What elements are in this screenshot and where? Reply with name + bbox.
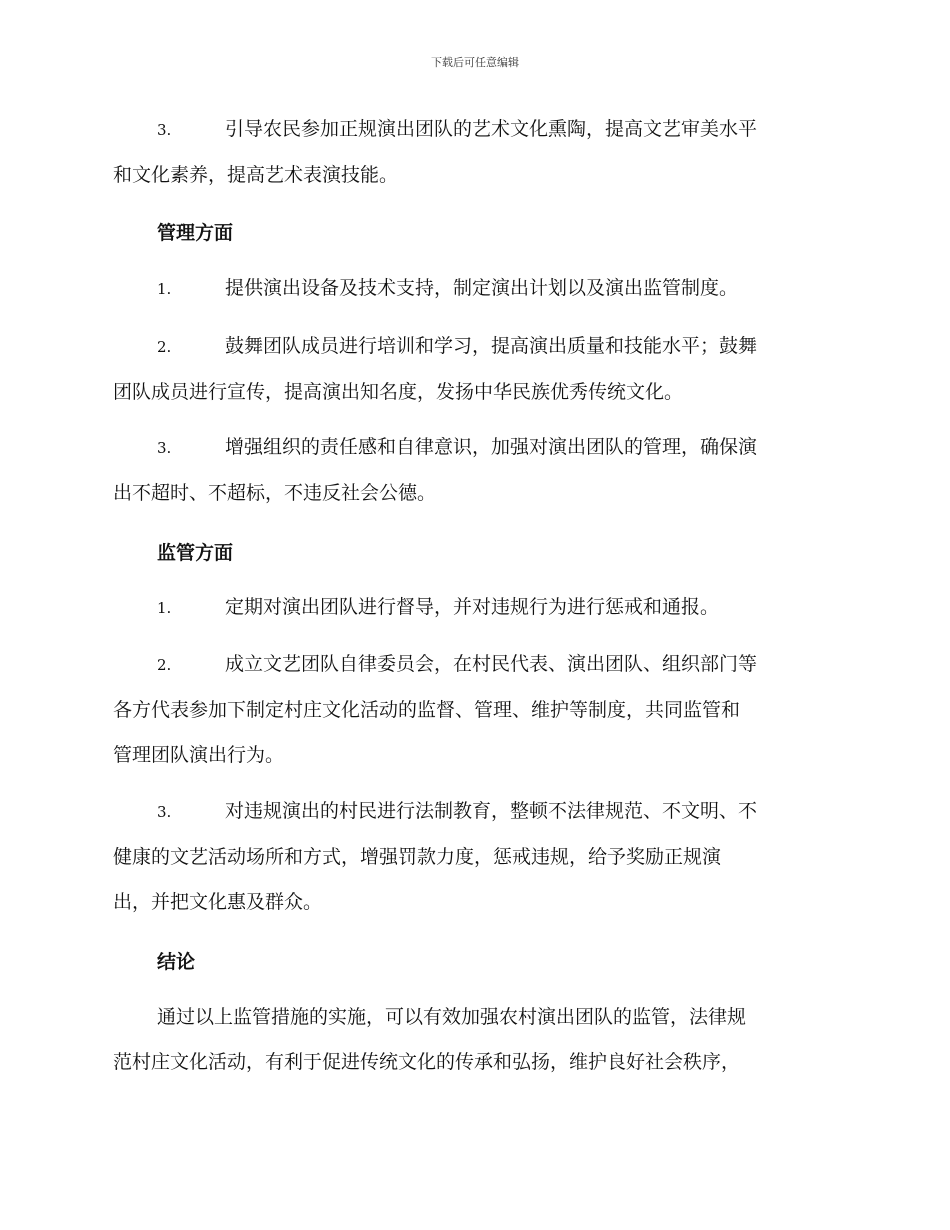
paragraph-text-cont: 和文化素养，提高艺术表演技能。: [113, 164, 399, 186]
paragraph-supervision-1: [113, 585, 837, 631]
paragraph-supervision-3: [113, 789, 837, 925]
paragraph-supervision-2: [113, 642, 837, 778]
paragraph-text-cont: 团队成员进行宣传，提高演出知名度，发扬中华民族优秀传统文化。: [113, 381, 684, 403]
paragraph-text-cont: 各方代表参加下制定村庄文化活动的监督、管理、维护等制度，共同监管和: [113, 699, 741, 721]
paragraph-text: 提供演出设备及技术支持，制定演出计划以及演出监管制度。: [225, 277, 739, 299]
section-heading-supervision: 监管方面: [157, 542, 234, 564]
list-number: 1.: [157, 280, 172, 298]
paragraph-text-cont: 健康的文艺活动场所和方式，增强罚款力度，惩戒违规，给予奖励正规演: [113, 846, 722, 868]
paragraph-conclusion: [113, 995, 837, 1085]
list-number: 3.: [157, 439, 172, 457]
paragraph-text-cont: 范村庄文化活动，有利于促进传统文化的传承和弘扬，维护良好社会秩序，: [113, 1051, 741, 1073]
paragraph-text-cont: 管理团队演出行为。: [113, 744, 285, 766]
paragraph-management-3: [113, 425, 837, 516]
paragraph-text: 引导农民参加正规演出团队的艺术文化熏陶，提高文艺审美水平: [225, 118, 758, 140]
list-number: 3.: [157, 121, 172, 139]
paragraph-text: 对违规演出的村民进行法制教育，整顿不法律规范、不文明、不: [225, 800, 758, 822]
page-header: 下载后可任意编辑: [431, 56, 519, 69]
paragraph-text: 鼓舞团队成员进行培训和学习，提高演出质量和技能水平；鼓舞: [225, 335, 758, 357]
paragraph-text: 增强组织的责任感和自律意识，加强对演出团队的管理，确保演: [225, 436, 758, 458]
paragraph-management-2: [113, 324, 837, 415]
paragraph-text: 通过以上监管措施的实施，可以有效加强农村演出团队的监管，法律规: [157, 1006, 747, 1028]
paragraph-text: 成立文艺团队自律委员会，在村民代表、演出团队、组织部门等: [225, 653, 758, 675]
paragraph-text: 定期对演出团队进行督导，并对违规行为进行惩戒和通报。: [225, 596, 720, 618]
list-number: 2.: [157, 338, 172, 356]
section-heading-conclusion: 结论: [157, 951, 196, 973]
list-number: 2.: [157, 656, 172, 674]
paragraph-intro-3: [113, 107, 837, 198]
list-number: 3.: [157, 803, 172, 821]
section-heading-management: 管理方面: [157, 222, 234, 244]
paragraph-text-cont: 出，并把文化惠及群众。: [113, 891, 323, 913]
paragraph-text-cont: 出不超时、不超标，不违反社会公德。: [113, 482, 437, 504]
list-number: 1.: [157, 599, 172, 617]
paragraph-management-1: [113, 266, 837, 312]
